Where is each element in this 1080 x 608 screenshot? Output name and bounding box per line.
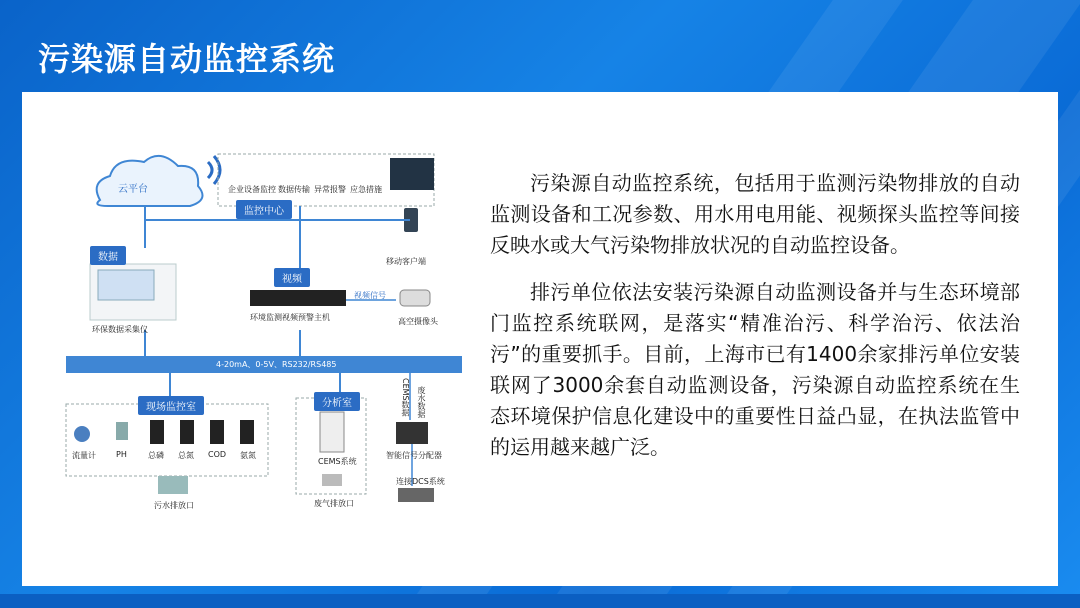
analyzer-icon <box>240 420 254 444</box>
analysis-room-tag: 分析室 <box>314 392 360 411</box>
exhaust-outlet-label: 废气排放口 <box>314 499 354 508</box>
field-item: 流量计 <box>72 451 96 460</box>
outlet-icon <box>158 476 188 494</box>
signal-bus: 4-20mA、0-5V、RS232/RS485 <box>66 356 462 373</box>
collector-label: 环保数据采集仪 <box>92 325 148 334</box>
distributor-icon <box>396 422 428 444</box>
center-item: 异常报警 <box>314 185 346 194</box>
video-host-icon <box>250 290 346 306</box>
center-item: 企业设备监控 <box>228 185 276 194</box>
field-item: COD <box>208 450 227 459</box>
cloud-icon <box>97 156 203 206</box>
cloud-label: 云平台 <box>118 184 148 195</box>
video-signal-label: 视频信号 <box>354 291 386 300</box>
data-tag: 数据 <box>90 246 126 265</box>
distributor-label: 智能信号分配器 <box>386 451 442 460</box>
video-tag: 视频 <box>274 268 310 287</box>
monitor-screen-icon <box>390 158 434 190</box>
field-item: 氨氮 <box>240 451 256 460</box>
exhaust-icon <box>322 474 342 486</box>
field-room-tag: 现场监控室 <box>138 396 204 415</box>
paragraph-status: 排污单位依法安装污染源自动监测设备并与生态环境部门监控系统联网，是落实“精准治污、科学治污、依法治污”的重要抓手。目前，上海市已有1400余家排污单位安装联网了3000余套自动监测设备，污染源自动监控系统在生态环境保护信息化建设中的重要性日益凸显，在执法监管中的运用越来越广泛。 <box>490 280 1020 459</box>
center-item: 数据传输 <box>278 185 310 194</box>
field-item: 总磷 <box>148 451 164 460</box>
mobile-label: 移动客户端 <box>386 257 426 266</box>
description-text <box>490 168 1020 479</box>
analyzer-icon <box>210 420 224 444</box>
cems-label: CEMS系统 <box>318 457 357 466</box>
flowmeter-icon <box>74 426 90 442</box>
field-item: 总氮 <box>178 451 194 460</box>
cems-icon <box>320 412 344 452</box>
analyzer-icon <box>150 420 164 444</box>
dcs-label: 连接DCS系统 <box>396 477 445 486</box>
camera-icon <box>400 290 430 306</box>
paragraph-intro: 污染源自动监控系统，包括用于监测污染物排放的自动监测设备和工况参数、用水用电用能、视频探头监控等间接反映水或大气污染物排放状况的自动监控设备。 <box>490 171 1020 257</box>
camera-label: 高空摄像头 <box>398 317 438 326</box>
sewage-outlet-label: 污水排放口 <box>154 501 194 510</box>
ph-meter-icon <box>116 422 128 440</box>
page-title: 污染源自动监控系统 <box>38 40 336 78</box>
video-host-label: 环境监测视频预警主机 <box>250 313 330 322</box>
system-diagram <box>60 140 470 520</box>
field-item: PH <box>116 450 127 459</box>
cems-data-label: CEMS数据 <box>401 378 410 417</box>
dcs-icon <box>398 488 434 502</box>
monitor-center-tag: 监控中心 <box>236 200 292 219</box>
analyzer-icon <box>180 420 194 444</box>
bottom-strip <box>0 594 1080 608</box>
exhaust-data-label: 废水数据 <box>417 386 426 418</box>
center-item: 应急措施 <box>350 185 382 194</box>
